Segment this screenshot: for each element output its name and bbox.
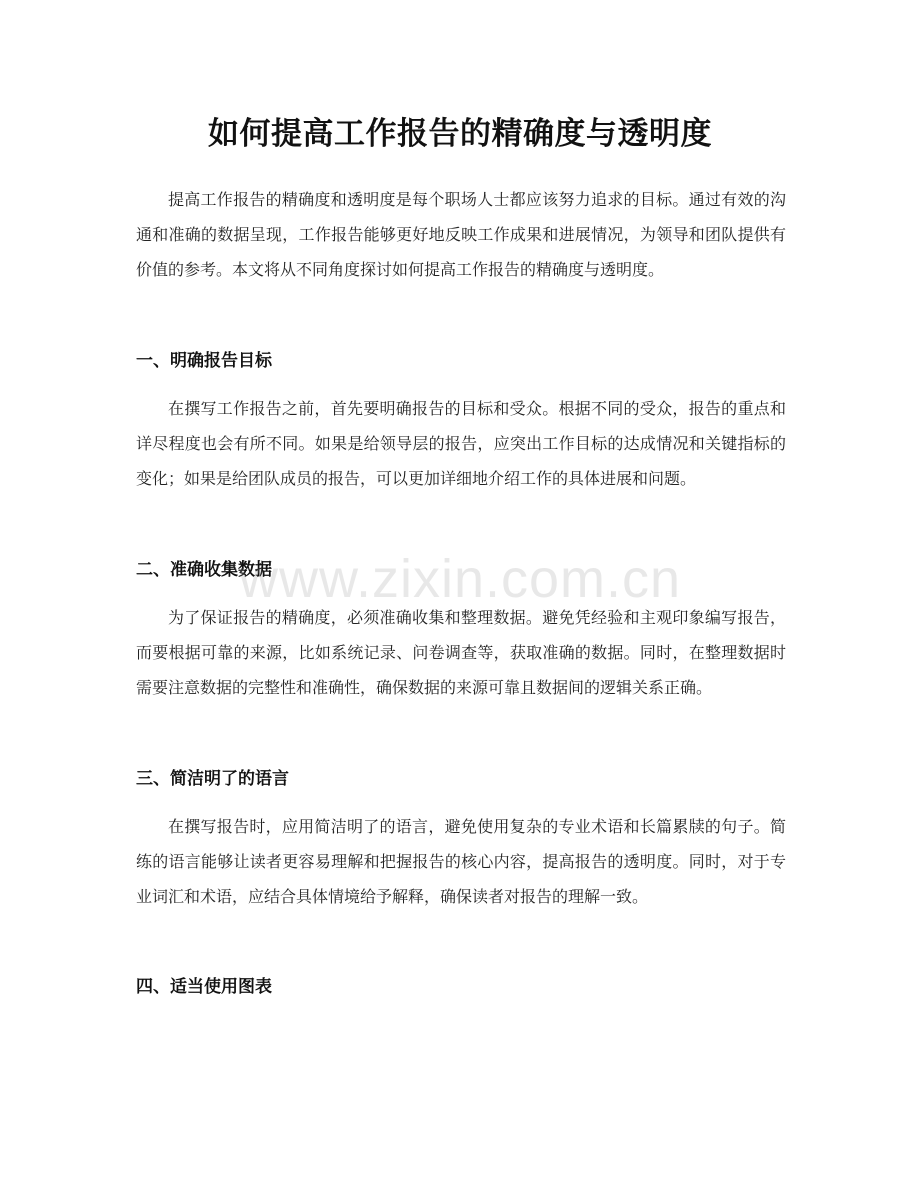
watermark: www.zixin.com.cn: [238, 549, 682, 609]
section-body-1: 在撰写工作报告之前，首先要明确报告的目标和受众。根据不同的受众，报告的重点和详尽程度也会有所不同。如果是给领导层的报告，应突出工作目标的达成情况和关键指标的变化；如果是给团队成员的报告，可以更加详细地介绍工作的具体进展和问题。: [136, 399, 786, 488]
section-heading-3: 三、简洁明了的语言: [136, 769, 289, 789]
document-title: 如何提高工作报告的精确度与透明度: [208, 116, 712, 152]
section-heading-4: 四、适当使用图表: [136, 977, 272, 997]
section-heading-1: 一、明确报告目标: [136, 351, 272, 371]
section-body-2: 为了保证报告的精确度，必须准确收集和整理数据。避免凭经验和主观印象编写报告，而要根据可靠的来源，比如系统记录、问卷调查等，获取准确的数据。同时，在整理数据时需要注意数据的完整性和准确性，确保数据的来源可靠且数据间的逻辑关系正确。: [136, 608, 786, 697]
section-body-3: 在撰写报告时，应用简洁明了的语言，避免使用复杂的专业术语和长篇累牍的句子。简练的语言能够让读者更容易理解和把握报告的核心内容，提高报告的透明度。同时，对于专业词汇和术语，应结合具体情境给予解释，确保读者对报告的理解一致。: [136, 817, 786, 906]
section-heading-2: 二、准确收集数据: [136, 560, 272, 580]
intro-paragraph: 提高工作报告的精确度和透明度是每个职场人士都应该努力追求的目标。通过有效的沟通和准确的数据呈现，工作报告能够更好地反映工作成果和进展情况，为领导和团队提供有价值的参考。本文将从不同角度探讨如何提高工作报告的精确度与透明度。: [136, 190, 786, 279]
